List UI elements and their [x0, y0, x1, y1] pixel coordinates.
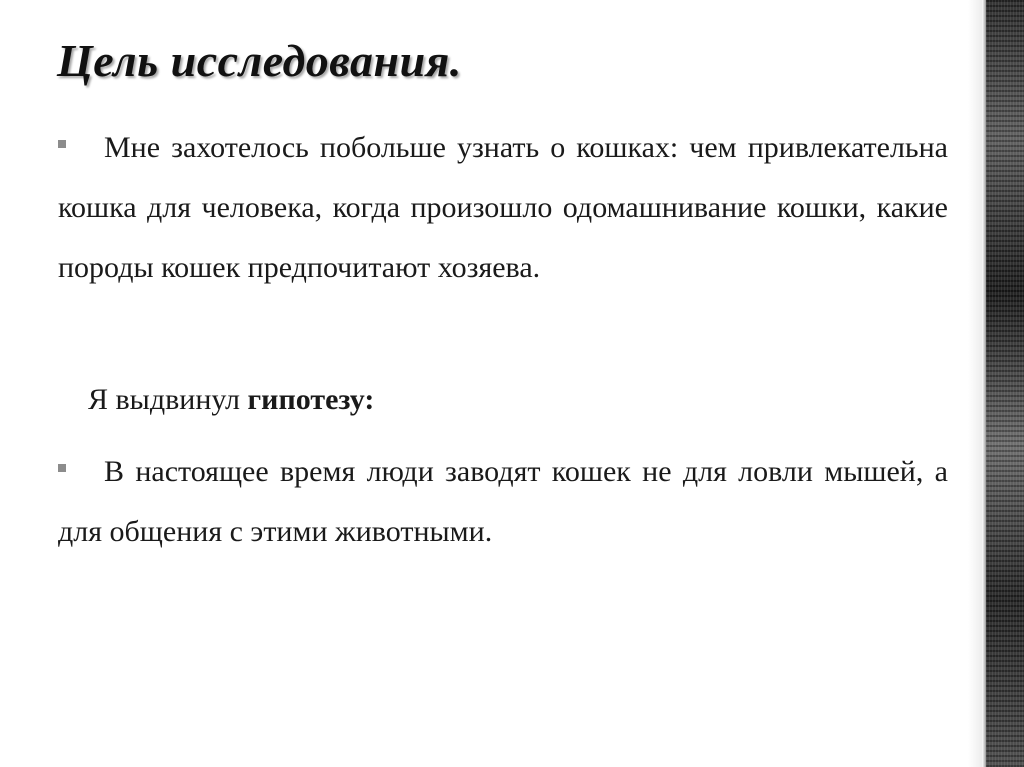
- decorative-side-panel: [986, 0, 1024, 767]
- paragraph-hypothesis: [58, 442, 948, 562]
- square-bullet-icon: [58, 464, 66, 472]
- paragraph-research-goal-text: Мне захотелось побольше узнать о кошках: чем привлекательна кошка для человека, когда произошло одомашнивание кошки, какие породы кошек предпочитают хозяева.: [58, 131, 948, 284]
- paragraph-hypothesis-text: В настоящее время люди заводят кошек не для ловли мышей, а для общения с этими животными.: [58, 455, 948, 548]
- slide-edge-shadow: [968, 0, 982, 767]
- hypothesis-intro-text: Я выдвинул: [88, 383, 248, 416]
- hypothesis-label: гипотезу:: [247, 383, 375, 416]
- paragraph-hypothesis-intro: [88, 370, 948, 430]
- paragraph-research-goal: [58, 118, 948, 298]
- slide-title: Цель исследования.: [57, 35, 462, 86]
- square-bullet-icon: [58, 140, 66, 148]
